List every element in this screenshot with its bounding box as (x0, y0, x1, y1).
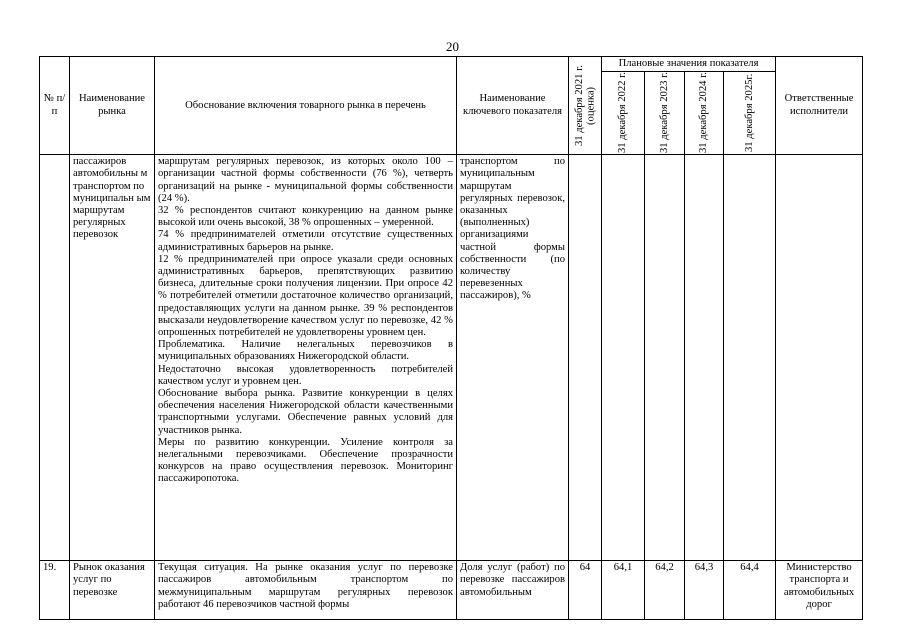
page-number: 20 (446, 39, 459, 54)
header-2022 (602, 72, 645, 155)
justification-paragraph: Обоснование выбора рынка. Развитие конкуренции в целях обеспечения населения Нижегородской области качественными транспортными услугами. Обеспечение равных условий для участников рынка. (158, 388, 453, 436)
cell-2024: 64,3 (685, 561, 724, 620)
markets-table (39, 56, 863, 620)
cell-2021: 64 (569, 561, 602, 620)
justification-paragraph: маршрутам регулярных перевозок, из которых около 100 – организации частной формы собственности (76 %), четверть организаций на рынке - муниципальной формы собственности (24 %). (158, 156, 453, 204)
cell-market: пассажиров автомобильны м транспортом по муниципальн ым маршрутам регулярных перевозок (70, 155, 155, 561)
header-planned-group: Плановые значения показателя (602, 57, 776, 72)
justification-paragraph: 74 % предпринимателей отметили отсутствие существенных административных барьеров на рынке. (158, 229, 453, 253)
header-2025 (724, 72, 776, 155)
header-2023 (645, 72, 685, 155)
cell-2023 (645, 155, 685, 561)
header-2022-label: 31 декабря 2022 г. (617, 72, 629, 154)
cell-2025: 64,4 (724, 561, 776, 620)
justification-paragraph: Меры по развитию конкуренции. Усиление контроля за нелегальными перевозчиками. Обеспечение прозрачности конкурсов на право осуществления перевозок. Мониторинг пассажиропотока. (158, 436, 453, 485)
cell-2024 (685, 155, 724, 561)
header-2021-label: 31 декабря 2021 г. (оценка) (573, 65, 596, 147)
header-indicator: Наименование ключевого показателя (457, 57, 569, 155)
justification-paragraph: Недостаточно высокая удовлетворенность потребителей качеством услуг и уровнем цен. (158, 363, 453, 387)
header-2025-label: 31 декабря 2025г. (743, 74, 755, 153)
cell-responsible: Министерство транспорта и автомобильных дорог (776, 561, 863, 620)
header-2023-label: 31 декабря 2023 г. (658, 72, 670, 154)
cell-2021 (569, 155, 602, 561)
cell-2023: 64,2 (645, 561, 685, 620)
header-justification: Обоснование включения товарного рынка в перечень (155, 57, 457, 155)
header-market: Наименование рынка (70, 57, 155, 155)
header-num: № п/п (40, 57, 70, 155)
justification-paragraph: Проблематика. Наличие нелегальных перевозчиков в муниципальных образованиях Нижегородской области. (158, 339, 453, 363)
cell-responsible (776, 155, 863, 561)
header-2024-label: 31 декабря 2024 г. (698, 72, 710, 154)
table-row (40, 155, 863, 561)
cell-justification: Текущая ситуация. На рынке оказания услуг по перевозке пассажиров автомобильным транспортом по межмуниципальным маршрутам регулярных перевозок работают 46 перевозчиков частной формы (155, 561, 457, 620)
cell-indicator: транспортом по муниципальным маршрутам регулярных перевозок, оказанных (выполненных) организациями частной формы собственности (по количеству перевезенных пассажиров), % (457, 155, 569, 561)
cell-num: 19. (40, 561, 70, 620)
header-2021 (569, 57, 602, 155)
cell-market: Рынок оказания услуг по перевозке (70, 561, 155, 620)
cell-2022 (602, 155, 645, 561)
cell-2025 (724, 155, 776, 561)
header-responsible: Ответственные исполнители (776, 57, 863, 155)
cell-num (40, 155, 70, 561)
header-2024 (685, 72, 724, 155)
justification-paragraph: 12 % предпринимателей при опросе указали среди основных административных барьеров, препятствующих развитию бизнеса, длительные сроки получения лицензии. При опросе 42 % потребителей отметили достаточное количество организаций, предоставляющих услуги на данном рынке. 39 % респондентов высказали неудовлетворение качеством услуг по перевозке, 42 % опрошенных потребителей не удовлетворены уровнем цен. (158, 253, 453, 339)
justification-paragraph: 32 % респондентов считают конкуренцию на данном рынке высокой или очень высокой, 38 % опрошенных – умеренной. (158, 205, 453, 229)
table-row (40, 561, 863, 620)
cell-indicator: Доля услуг (работ) по перевозке пассажиров автомобильным (457, 561, 569, 620)
cell-2022: 64,1 (602, 561, 645, 620)
cell-justification (155, 155, 457, 561)
